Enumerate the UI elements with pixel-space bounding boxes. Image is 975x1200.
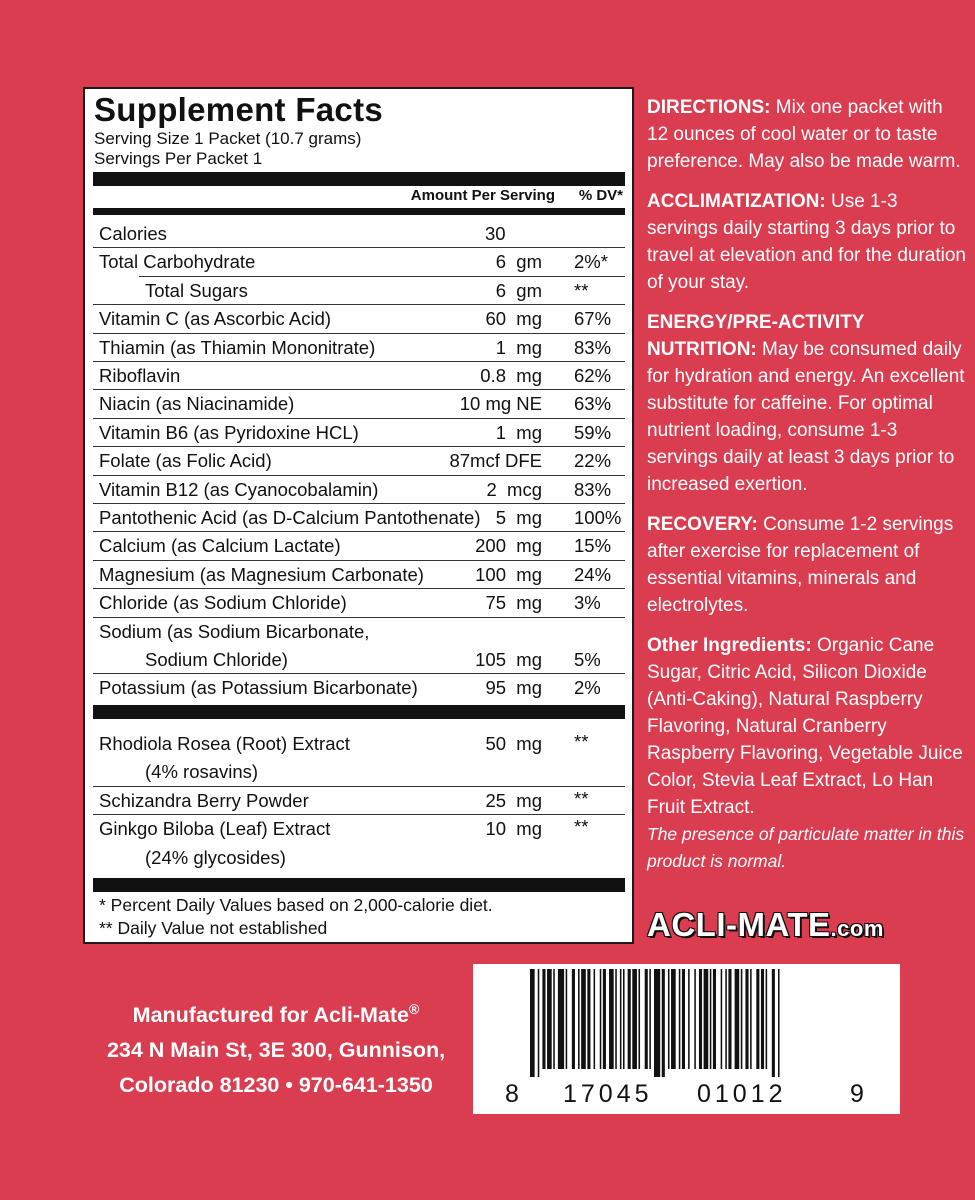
- barcode-bar: [558, 969, 564, 1069]
- barcode-bar: [628, 969, 631, 1069]
- nutrient-row: [93, 248, 625, 276]
- barcode-bar: [662, 969, 665, 1077]
- nutrient-dv: 3%: [574, 592, 601, 614]
- barcode-bar: [679, 969, 681, 1069]
- nutrient-amount: 200 mg: [475, 535, 542, 557]
- recovery-block: [647, 511, 967, 619]
- barcode-bar: [600, 969, 602, 1069]
- nutrient-row: [93, 277, 625, 305]
- herbal-name-cont: (4% rosavins): [145, 761, 259, 783]
- directions-block: [647, 94, 967, 175]
- nutrient-amount: 6 gm: [495, 251, 542, 273]
- barcode-bar: [578, 969, 580, 1069]
- barcode-bar: [704, 969, 709, 1069]
- nutrient-row: [93, 305, 625, 333]
- barcode-bar: [766, 969, 768, 1069]
- barcode-bar: [668, 969, 670, 1069]
- nutrient-row: [93, 334, 625, 362]
- barcode-bar: [609, 969, 614, 1069]
- nutrient-name: Sodium (as Sodium Bicarbonate,: [99, 620, 370, 642]
- barcode-bar: [538, 969, 540, 1077]
- nutrient-row: [93, 362, 625, 390]
- nutrient-dv: 5%: [574, 648, 601, 670]
- nutrient-row: [93, 220, 625, 248]
- nutrient-amount: 30: [485, 223, 506, 244]
- nutrient-name: Total Sugars: [145, 279, 248, 301]
- herbal-row: [93, 815, 625, 872]
- nutrient-dv: 22%: [574, 450, 612, 472]
- barcode-group-2: 01012: [697, 1080, 787, 1108]
- barcode-bar: [694, 969, 696, 1069]
- energy-label: ENERGY/PRE-ACTIVITY NUTRITION:: [647, 312, 865, 360]
- barcode-bar: [603, 969, 606, 1069]
- mfg-line2: 234 N Main St, 3E 300, Gunnison,: [106, 1038, 446, 1063]
- barcode-digit-left: 8: [505, 1080, 523, 1108]
- nutrient-amount: 100 mg: [475, 563, 542, 585]
- barcode-bar: [594, 969, 596, 1069]
- acclim-text: Use 1-3 servings daily starting 3 days prior to travel at elevation and for the duration of your stay.: [647, 191, 966, 293]
- directions-text: Mix one packet with 12 ounces of cool water or to taste preference. May also be made warm.: [647, 97, 961, 172]
- barcode-bar: [741, 969, 743, 1069]
- nutrient-row: [93, 589, 625, 617]
- barcode-bar: [623, 969, 625, 1069]
- barcode-bar: [745, 969, 748, 1069]
- nutrient-name: Vitamin B12 (as Cyanocobalamin): [99, 478, 379, 500]
- nutrient-row: [93, 476, 625, 504]
- nutrient-dv: 59%: [574, 421, 612, 443]
- nutrient-row: [93, 674, 625, 702]
- barcode-bar: [572, 969, 575, 1069]
- nutrient-dv: **: [574, 279, 589, 301]
- herbal-amount: 10 mg: [485, 818, 542, 840]
- barcode-bar: [632, 969, 637, 1069]
- supplement-facts-panel: [83, 87, 634, 944]
- nutrient-amount: 0.8 mg: [480, 365, 542, 386]
- nutrient-dv: 24%: [574, 563, 612, 585]
- herbal-name: Ginkgo Biloba (Leaf) Extract: [99, 818, 331, 840]
- herbal-amount: 25 mg: [485, 789, 542, 811]
- barcode-bar: [713, 969, 716, 1069]
- herbal-dv: **: [574, 816, 589, 838]
- brand-logo: [647, 906, 884, 944]
- nutrient-name: Potassium (as Potassium Bicarbonate): [99, 677, 418, 699]
- mfg-line3: Colorado 81230 • 970-641-1350: [119, 1073, 433, 1098]
- registered-mark: ®: [409, 1001, 420, 1017]
- nutrient-dv: 83%: [574, 336, 612, 358]
- facts-title: Supplement Facts: [94, 91, 384, 128]
- nutrient-dv: 15%: [574, 535, 612, 557]
- nutrient-amount: 105 mg: [475, 648, 542, 670]
- nutrient-name: Vitamin C (as Ascorbic Acid): [99, 308, 332, 330]
- dv-header: % DV*: [578, 187, 623, 204]
- herbal-row: [93, 730, 625, 787]
- medium-rule: [93, 208, 625, 215]
- barcode-bar: [639, 969, 641, 1069]
- other-ingredients-block: [647, 632, 967, 821]
- herbal-name: Schizandra Berry Powder: [99, 789, 309, 811]
- herbal-name: Rhodiola Rosea (Root) Extract: [99, 733, 350, 754]
- herbal-dv: **: [574, 731, 589, 752]
- nutrient-amount: 1 mg: [495, 421, 542, 443]
- nutrient-name: Chloride (as Sodium Chloride): [99, 592, 347, 614]
- barcode-bar: [688, 969, 690, 1069]
- herbal-row: [93, 787, 625, 815]
- nutrient-row: [93, 504, 625, 532]
- mfg-line1: [96, 992, 456, 1033]
- barcode-bar: [553, 969, 555, 1069]
- nutrient-amount: 2 mcg: [486, 478, 542, 500]
- nutrient-name: Magnesium (as Magnesium Carbonate): [99, 563, 424, 585]
- barcode-bar: [699, 969, 702, 1069]
- amount-header: Amount Per Serving: [410, 187, 555, 204]
- barcode-group-1: 17045: [563, 1080, 653, 1108]
- barcode-bar: [725, 969, 727, 1069]
- nutrient-amount: 1 mg: [495, 336, 542, 358]
- herbal-amount: 50 mg: [485, 733, 542, 754]
- herbal-dv: **: [574, 787, 589, 809]
- barcode-bar: [761, 969, 764, 1069]
- manufacturer-info: [96, 992, 456, 1103]
- servings-per-packet: Servings Per Packet 1: [94, 149, 263, 168]
- nutrient-dv: 2%*: [574, 251, 608, 273]
- acclim-label: ACCLIMATIZATION:: [647, 191, 826, 212]
- nutrient-name: Vitamin B6 (as Pyridoxine HCL): [99, 421, 359, 443]
- nutrient-row: [93, 447, 625, 475]
- serving-size: Serving Size 1 Packet (10.7 grams): [94, 129, 362, 148]
- other-text: Organic Cane Sugar, Citric Acid, Silicon Dioxide (Anti-Caking), Natural Raspberry Flavoring, Natural Cranberry Raspberry Flavoring, Vegetable Juice Color, Stevia Leaf Extract, Lo Han Fruit Extract.: [647, 635, 963, 818]
- thick-rule-3: [93, 878, 625, 892]
- barcode-bar: [735, 969, 740, 1069]
- column-header: [93, 186, 625, 208]
- other-label: Other Ingredients:: [647, 635, 812, 656]
- barcode-bar: [566, 969, 568, 1069]
- barcode-bar: [547, 969, 552, 1069]
- nutrient-row: [93, 390, 625, 418]
- barcode-digit-right: 9: [850, 1080, 868, 1108]
- barcode-bars: [530, 969, 847, 1077]
- barcode-bar: [645, 969, 648, 1069]
- barcode-bar: [710, 969, 712, 1069]
- nutrient-dv: 2%: [574, 677, 601, 699]
- barcode-bar: [750, 969, 752, 1069]
- nutrient-dv: 63%: [574, 393, 612, 415]
- nutrient-name: Riboflavin: [99, 365, 181, 386]
- nutrient-amount: 75 mg: [485, 592, 542, 614]
- barcode-bar: [772, 969, 775, 1077]
- nutrient-row: [93, 561, 625, 589]
- nutrient-amount: 87mcf DFE: [449, 450, 542, 472]
- energy-block: [647, 309, 967, 498]
- nutrient-row: [93, 618, 625, 675]
- recovery-label: RECOVERY:: [647, 514, 758, 535]
- particulate-note: The presence of particulate matter in this product is normal.: [647, 824, 965, 871]
- barcode-bar: [671, 969, 676, 1069]
- barcode-bar: [542, 969, 545, 1069]
- nutrient-dv: 67%: [574, 308, 612, 330]
- energy-text: May be consumed daily for hydration and energy. An excellent substitute for caffeine. For optimal nutrient loading, consume 1-3 servings daily at least 3 days prior to increased exertion.: [647, 339, 965, 495]
- nutrient-row: [93, 532, 625, 560]
- barcode-bar: [649, 969, 651, 1069]
- acclimatization-block: [647, 188, 967, 296]
- nutrient-name: Thiamin (as Thiamin Mononitrate): [99, 336, 376, 358]
- recovery-text: Consume 1-2 servings after exercise for replacement of essential vitamins, minerals and electrolytes.: [647, 514, 954, 616]
- barcode-bar: [778, 969, 780, 1077]
- barcode-bar: [530, 969, 535, 1077]
- nutrient-name-cont: Sodium Chloride): [145, 648, 288, 670]
- barcode-bar: [581, 969, 586, 1069]
- logo-main: ACLI-MATE: [647, 906, 831, 943]
- nutrient-amount: 6 gm: [495, 279, 542, 301]
- footnote-not-established: ** Daily Value not established: [99, 918, 328, 938]
- nutrient-name: Calories: [99, 223, 167, 244]
- barcode-bar: [721, 969, 723, 1069]
- nutrient-name: Niacin (as Niacinamide): [99, 393, 295, 415]
- nutrient-name: Pantothenic Acid (as D-Calcium Pantothenate): [99, 507, 481, 528]
- nutrient-amount: 10 mg NE: [459, 393, 542, 415]
- thick-rule: [93, 172, 625, 186]
- logo-com: .com: [830, 916, 884, 941]
- footnote-dv: * Percent Daily Values based on 2,000-calorie diet.: [99, 895, 493, 915]
- nutrient-row: [93, 419, 625, 447]
- barcode-bar: [654, 969, 660, 1077]
- nutrient-dv: 83%: [574, 478, 612, 500]
- directions-label: DIRECTIONS:: [647, 97, 771, 118]
- barcode-bar: [728, 969, 731, 1069]
- barcode-bar: [587, 969, 590, 1069]
- herbal-name-cont: (24% glycosides): [145, 846, 286, 868]
- nutrient-amount: 95 mg: [485, 677, 542, 699]
- mfg-name: Manufactured for Acli-Mate: [132, 1003, 409, 1028]
- nutrient-name: Calcium (as Calcium Lactate): [99, 535, 341, 557]
- barcode-bar: [615, 969, 617, 1069]
- barcode-bar: [620, 969, 622, 1069]
- barcode-bar: [682, 969, 685, 1069]
- nutrient-name: Folate (as Folic Acid): [99, 450, 272, 472]
- barcode-bar: [756, 969, 759, 1069]
- nutrient-dv: 62%: [574, 365, 612, 386]
- nutrient-amount: 5 mg: [495, 507, 542, 528]
- nutrient-dv: 100%: [574, 507, 622, 528]
- directions-column: [647, 94, 967, 875]
- thick-rule-2: [93, 705, 625, 719]
- nutrient-amount: 60 mg: [485, 308, 542, 330]
- nutrient-name: Total Carbohydrate: [99, 251, 256, 273]
